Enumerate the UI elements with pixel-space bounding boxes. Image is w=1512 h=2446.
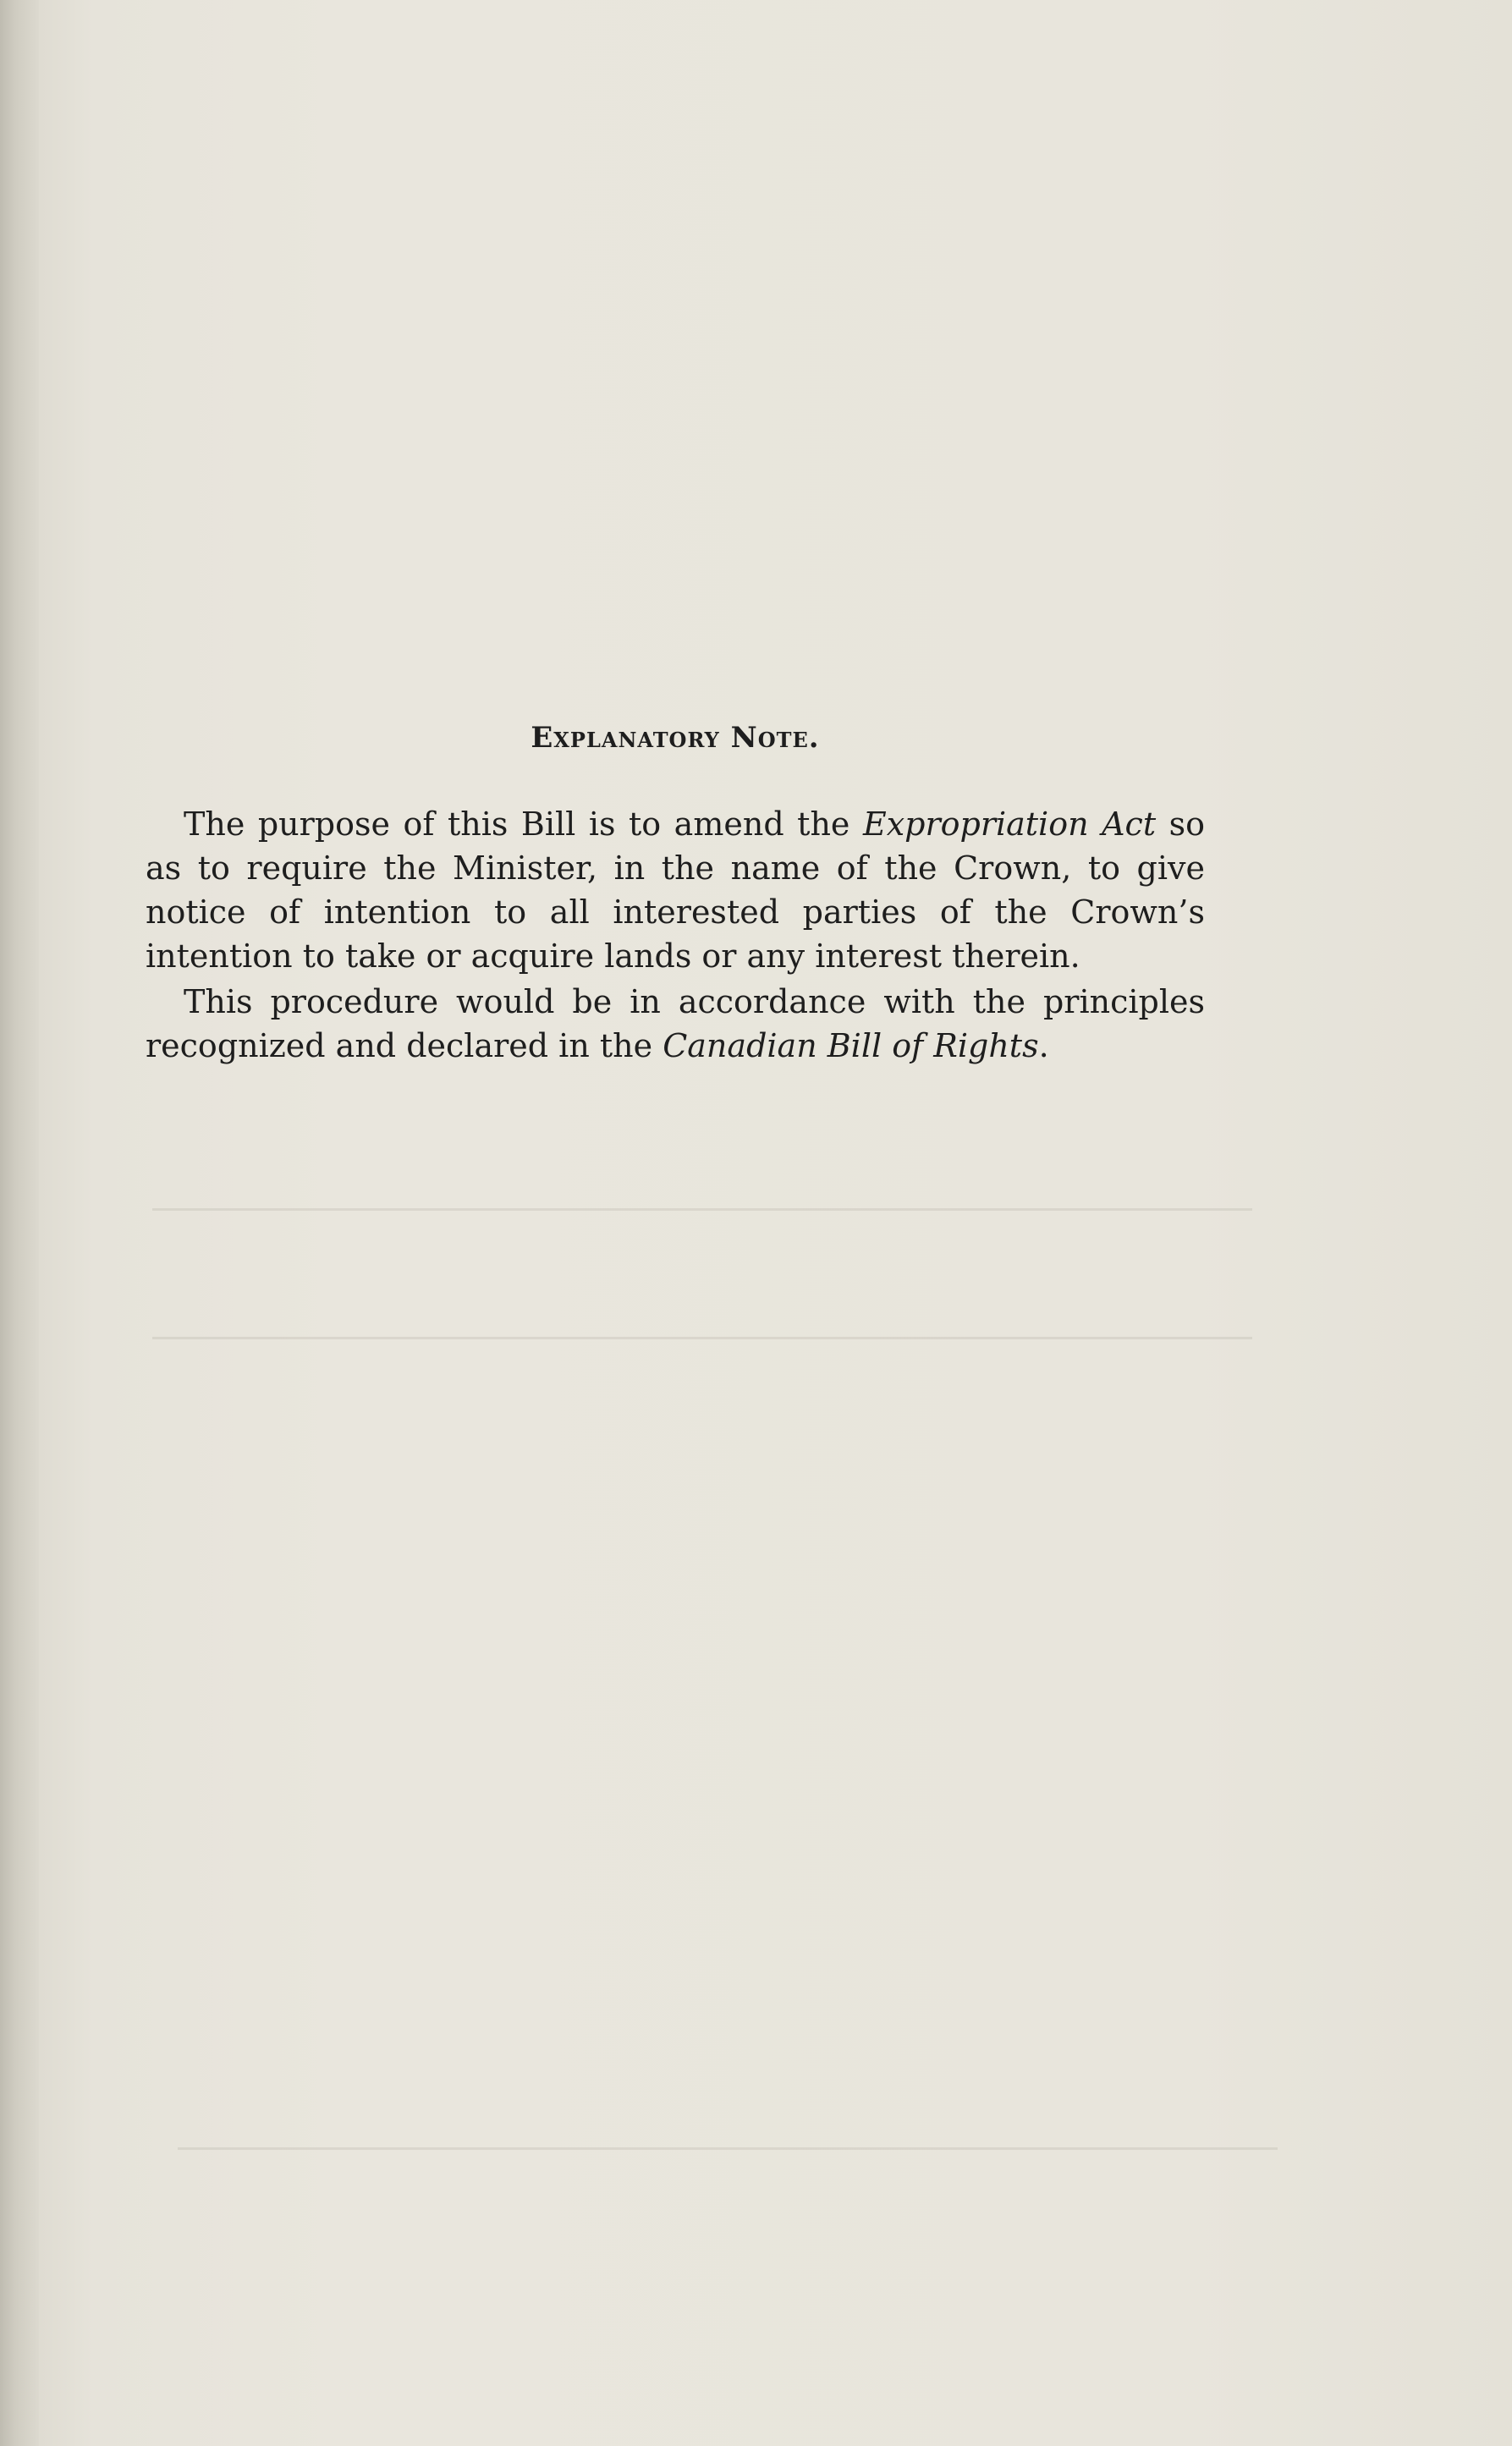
bleed-through-rule: [178, 2147, 1278, 2150]
para1-text-b: so as to require the Minister, in the name of the Crown, to give notice of intention to all interested parties of the Crown’s intention to take or acquire lands or any interest therein.: [146, 805, 1205, 975]
bleed-through-rule: [152, 1337, 1252, 1339]
para2-text-a: This procedure would be in accordance with the principles recognized and declared in the: [146, 983, 1205, 1064]
bill-of-rights-italic: Canadian Bill of Rights: [663, 1027, 1039, 1064]
act-name-italic: Expropriation Act: [862, 805, 1157, 843]
bleed-through-rule: [152, 1208, 1252, 1211]
para2-text-b: .: [1038, 1027, 1049, 1064]
explanatory-note: [146, 721, 1205, 1068]
note-paragraph-1: [146, 802, 1205, 978]
note-paragraph-2: [146, 980, 1205, 1068]
para1-text-a: The purpose of this Bill is to amend the: [184, 805, 863, 843]
spine-shadow: [0, 0, 39, 2446]
note-heading: Explanatory Note.: [531, 721, 820, 755]
